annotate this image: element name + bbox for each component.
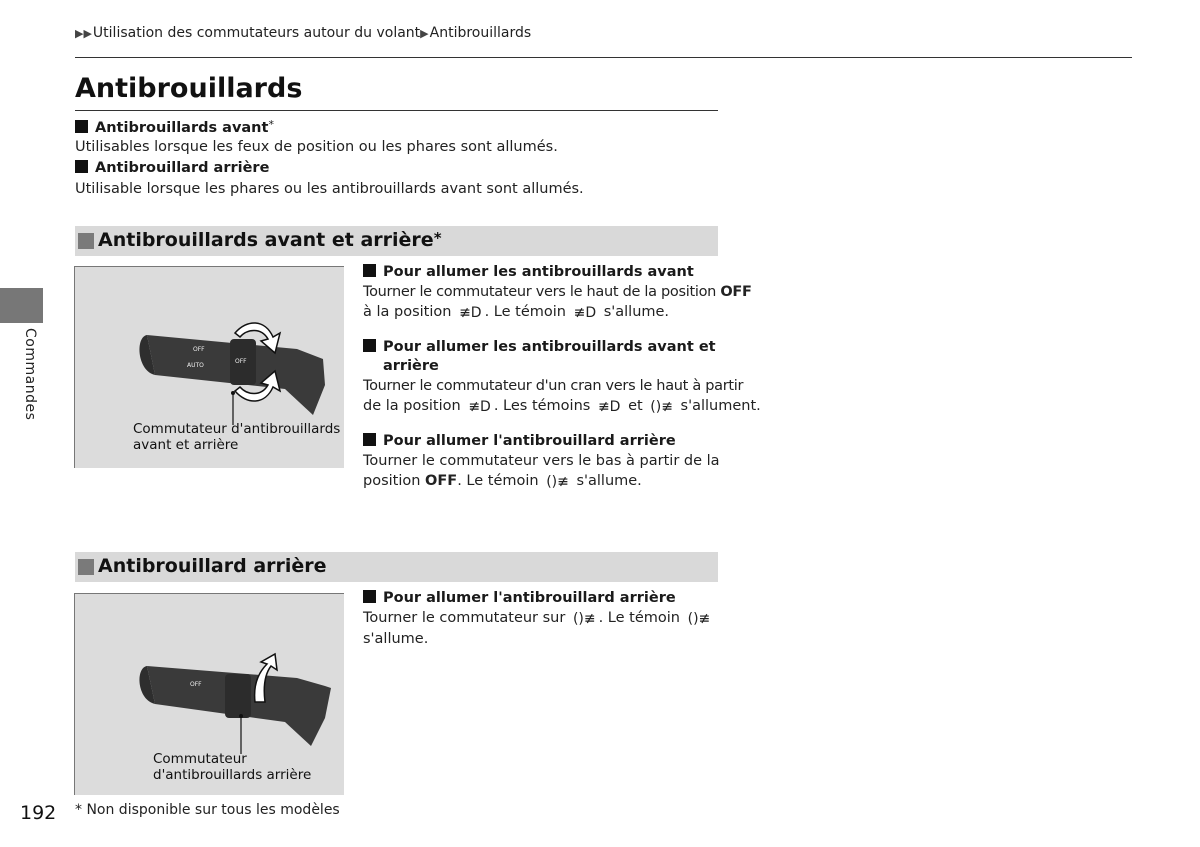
front-fog-icon: ≢D [597, 399, 621, 415]
bullet-square-icon [363, 339, 376, 352]
front-fog-icon: ≢D [459, 305, 482, 321]
instructions-rear [363, 590, 723, 647]
chapter-tab-label: Commandes [22, 328, 38, 421]
intro-heading-front [75, 118, 274, 136]
section-band-rear [75, 552, 718, 582]
instruction-text: de la position ≢D . Les témoins ≢D et ()≢ s'allument. [363, 398, 761, 415]
figure-caption: Commutateur d'antibrouillards arrière [153, 751, 312, 783]
bullet-square-icon [363, 590, 376, 603]
breadcrumb-item[interactable]: Utilisation des commutateurs autour du volant [92, 25, 421, 41]
breadcrumb [75, 25, 531, 41]
instruction-text: position OFF. Le témoin ()≢ s'allume. [363, 473, 642, 490]
bullet-square-icon [363, 433, 376, 446]
bullet-square-icon [363, 264, 376, 277]
rear-fog-icon: ()≢ [687, 611, 711, 627]
instruction-heading-cont: arrière [383, 358, 439, 374]
chapter-tab[interactable] [0, 288, 43, 323]
stalk-off-label: OFF [193, 346, 205, 353]
intro-heading-rear [75, 160, 269, 176]
instruction-heading: Pour allumer les antibrouillards avant et [363, 339, 723, 355]
footnote: * Non disponible sur tous les modèles [75, 802, 340, 818]
intro-text-front: Utilisables lorsque les feux de position ou les phares sont allumés. [75, 139, 558, 155]
instruction-text: Tourner le commutateur vers le haut de la position OFF [363, 284, 752, 300]
figure-front-rear-switch [74, 266, 344, 468]
instruction-text: Tourner le commutateur sur ()≢ . Le témoin ()≢ [363, 610, 711, 627]
page-number: 192 [20, 802, 57, 824]
intro-heading-front-text: Antibrouillards avant [95, 120, 269, 136]
instruction-text: Tourner le commutateur d'un cran vers le haut à partir [363, 378, 744, 394]
breadcrumb-arrow-icon: ▶ [420, 27, 429, 40]
availability-mark: * [268, 118, 274, 131]
intro-text-rear: Utilisable lorsque les phares ou les antibrouillards avant sont allumés. [75, 181, 584, 197]
page-title: Antibrouillards [75, 73, 303, 104]
stalk-off-label: OFF [190, 681, 202, 688]
header-rule [75, 57, 1132, 58]
breadcrumb-arrow-icon: ▶▶ [75, 27, 92, 40]
instruction-heading: Pour allumer l'antibrouillard arrière [363, 433, 723, 449]
instruction-text: à la position ≢D . Le témoin ≢D s'allume. [363, 304, 670, 321]
figure-rear-switch [74, 593, 344, 795]
rear-fog-icon: ()≢ [546, 474, 569, 490]
front-fog-icon: ≢D [468, 399, 491, 415]
bullet-square-icon [75, 160, 88, 173]
section-square-icon [78, 559, 94, 575]
instruction-text: Tourner le commutateur vers le bas à partir de la [363, 453, 720, 469]
title-rule [75, 110, 718, 111]
stalk-off-label-ring: OFF [235, 358, 247, 365]
stalk-auto-label: AUTO [187, 362, 204, 369]
rear-fog-icon: ()≢ [572, 611, 596, 627]
instruction-text: s'allume. [363, 631, 429, 647]
breadcrumb-item-current: Antibrouillards [429, 25, 532, 41]
instruction-heading: Pour allumer l'antibrouillard arrière [363, 590, 723, 606]
front-fog-icon: ≢D [573, 305, 597, 321]
section-band-front-rear [75, 226, 718, 256]
instructions-front-rear [363, 264, 761, 490]
section-square-icon [78, 233, 94, 249]
intro-heading-rear-text: Antibrouillard arrière [95, 160, 270, 176]
section-title: Antibrouillard arrière [98, 555, 327, 577]
instruction-heading: Pour allumer les antibrouillards avant [363, 264, 723, 280]
figure-caption: Commutateur d'antibrouillards avant et arrière [133, 421, 341, 453]
section-title: Antibrouillards avant et arrière* [98, 229, 442, 251]
bullet-square-icon [75, 120, 88, 133]
rear-fog-icon: ()≢ [650, 399, 673, 415]
